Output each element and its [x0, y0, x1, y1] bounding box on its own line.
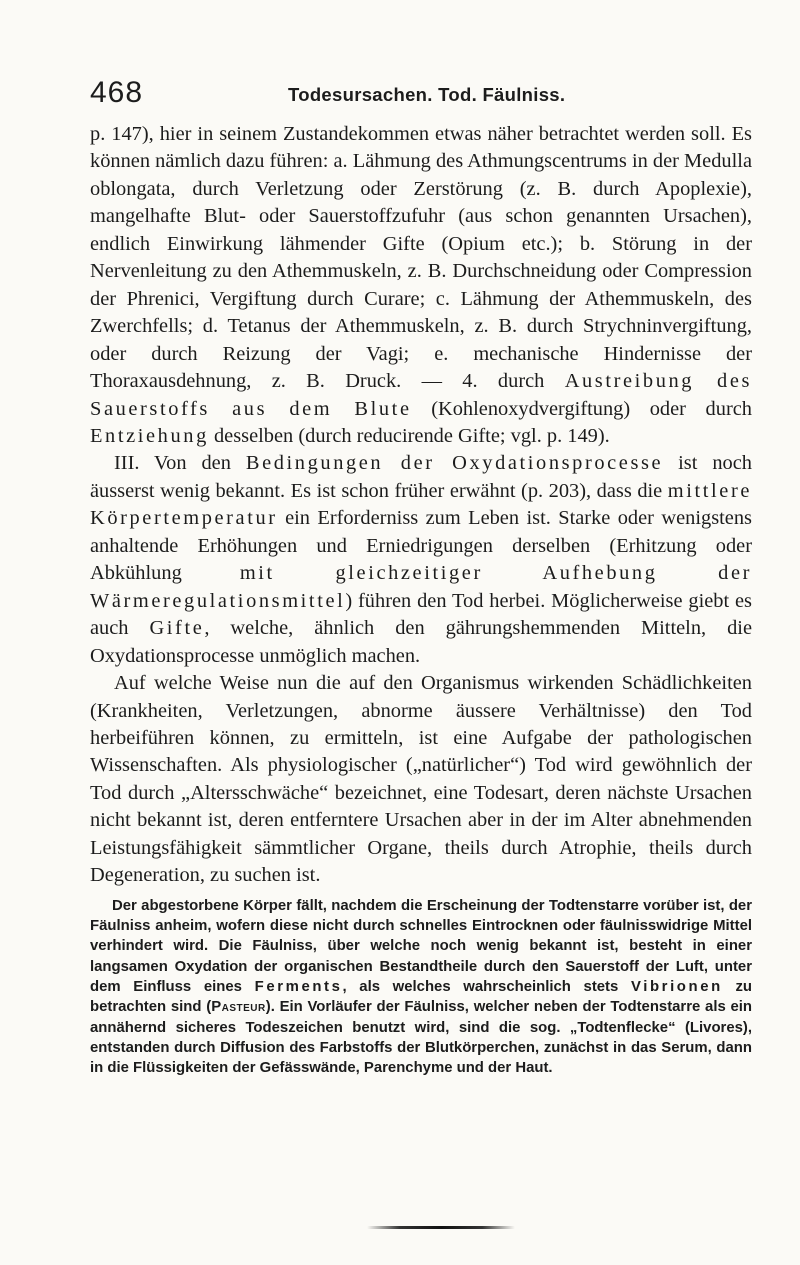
text-run: zu betrachten sind ( [90, 979, 752, 1016]
spaced-emphasis: mittlere Körpertemperatur [90, 479, 752, 530]
paragraph-oxidation-conditions [90, 450, 752, 670]
text-run: p. 147), hier in seinem Zustandekommen etwas näher betrachtet werden soll. Es können nämlich dazu führen: a. Lähmung des Athmungscentrums in der Medulla oblongata, durch Verletzung oder Zerstörung (z. B. durch Apoplexie), mangelhafte Blut- oder Sauerstoffzufuhr (aus schon genannten Ursachen), endlich Einwirkung lähmender Gifte (Opium etc.); b. Störung in der Nervenleitung zu den Athemmuskeln, z. B. Durchschneidung oder Compression der Phrenici, Vergiftung durch Curare; c. Lähmung der Athemmuskeln, des Zwerchfells; d. Tetanus der Athemmuskeln, z. B. durch Strychninvergiftung, oder durch Reizung der Vagi; e. mechanische Hindernisse der Thoraxausdehnung, z. B. Druck. — 4. durch [90, 123, 752, 393]
page-header [90, 76, 750, 116]
spaced-emphasis: Vibrionen [630, 979, 723, 996]
text-run: Der abgestorbene Körper fällt, nachdem die Erscheinung der Todtenstarre vorüber ist, der Fäulniss anheim, wofern diese nicht durch schnelles Eintrocknen oder fäulnisswidrige Mittel verhindert wird. Die Fäulniss, über welche noch wenig bekannt ist, besteht in einer langsamen Oxydation der organischen Bestandtheile durch den Sauerstoff der Luft, unter dem Einfluss eines [90, 897, 752, 996]
spaced-emphasis: Entziehung [90, 424, 209, 447]
text-run: ) führen den Tod herbei. Möglicherweise giebt es auch [90, 589, 752, 640]
text-run: ist noch äusserst wenig bekannt. Es ist schon früher erwähnt (p. 203), dass die [90, 452, 752, 502]
paragraph-death-causes [90, 121, 752, 450]
author-name: Pasteur [211, 999, 266, 1016]
text-run: (Kohlenoxydvergiftung) oder durch [411, 397, 752, 420]
spaced-emphasis: Gifte [149, 617, 205, 640]
spaced-emphasis: Austreibung des Sauerstoffs aus dem Blute [90, 370, 753, 420]
text-run: ). Ein Vorläufer der Fäulniss, welcher neben der Todtenstarre als ein annähernd sicheres Todeszeichen benutzt wird, sind die sog. „Todtenflecke“ (Livores), entstanden durch Diffusion des Farbstoffs der Blutkörperchen, zunächst in das Serum, dann in die Flüssigkeiten der Gefässwände, Parenchyme und der Haut. [90, 999, 753, 1077]
text-run: , als welches wahrscheinlich stets [342, 979, 631, 996]
running-title: Todesursachen. Tod. Fäulniss. [288, 84, 566, 105]
text-run: III. Von den [114, 452, 246, 475]
page-number: 468 [90, 76, 144, 109]
text-run: ein Erforderniss zum Leben ist. Starke oder wenigstens anhaltende Erhöhungen und Erniedrigungen derselben (Erhitzung oder Abkühlung [90, 507, 752, 585]
text-run: desselben (durch reducirende Gifte; vgl. p. 149). [208, 424, 610, 447]
paragraph-natural-death: Auf welche Weise nun die auf den Organismus wirkenden Schädlichkeiten (Krankheiten, Verletzungen, abnorme äussere Verhältnisse) den Tod herbeiführen können, zu ermitteln, ist eine Aufgabe der pathologischen Wissenschaften. Als physiologischer („natürlicher“) Tod wird gewöhnlich der Tod durch „Altersschwäche“ bezeichnet, eine Todesart, deren nächste Ursachen nicht bekannt ist, deren entferntere Ursachen aber in der im Alter abnehmenden Leistungsfähigkeit sämmtlicher Organe, theils durch Atrophie, theils durch Degeneration, zu suchen ist. [90, 672, 752, 887]
section-end-rule [367, 1226, 515, 1229]
spaced-emphasis: Bedingungen der Oxydationsprocesse [245, 452, 664, 475]
body-text [90, 121, 752, 1079]
spaced-emphasis: Ferments [254, 979, 343, 996]
paragraph-putrefaction-note [90, 896, 752, 1079]
spaced-emphasis: mit gleichzeitiger Aufhebung der Wärmeregulationsmittel [90, 562, 752, 612]
text-run: , welche, ähnlich den gährungshemmenden Mitteln, die Oxydationsprocesse unmöglich machen. [90, 617, 752, 667]
